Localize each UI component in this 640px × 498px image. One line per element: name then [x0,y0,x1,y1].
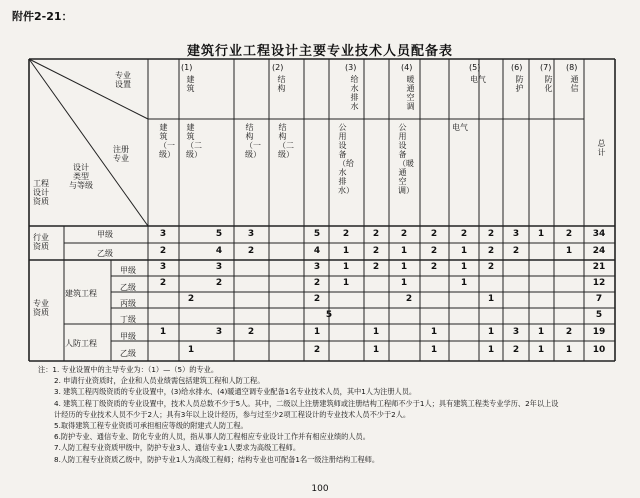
table-cell: 5 [215,228,223,239]
table-cell: 2 [512,245,520,256]
table-cell: 3 [215,262,223,272]
section-zhuanye: 专业 资质 [33,299,49,317]
note-line: 5.取得建筑工程专业资质可承担相应等级的附建式人防工程。 [54,421,248,431]
grade-jianzhu-yi: 乙级 [120,283,136,292]
table-cell: 24 [592,245,606,256]
table-cell: 2 [159,245,167,256]
table-cell: 4 [313,245,321,256]
table-cell: 1 [400,245,408,256]
group-num-1: (1) [181,63,193,72]
group-num-3: (3) [345,63,357,72]
table-cell: 7 [595,294,603,304]
note-line: 注：1. 专业设置中的主导专业为：（1）—（5）的专业。 [38,365,219,374]
table-cell: 1 [537,345,545,355]
table-cell: 1 [460,262,468,272]
table-cell: 1 [487,345,495,355]
table-cell: 2 [565,228,573,239]
table-cell: 2 [342,228,350,239]
table-title: 建筑行业工程设计主要专业技术人员配备表 [186,44,453,59]
sub-gongyong-nuantong: 公用设备（暖通空调） [398,123,414,195]
table-cell: 5 [313,228,321,239]
group-name-8: 通信 [570,75,579,93]
section-hangye: 行业 资质 [33,233,49,251]
group-num-7: (7) [540,63,552,72]
group-name-1: 建筑 [186,75,195,93]
table-cell: 2 [512,345,520,355]
sub-jiegou-2: 结构（二级） [278,123,294,159]
table-cell: 2 [487,262,495,272]
group-num-4: (4) [401,63,413,72]
page-number: 100 [311,484,329,494]
group-name-3: 给水排水 [350,75,359,111]
table-cell: 1 [537,228,545,239]
table-cell: 21 [592,262,606,272]
sub-jiegou-1: 结构（一级） [245,123,261,159]
table-cell: 1 [487,294,495,304]
table-cell: 4 [215,245,223,256]
note-line: 3. 建筑工程丙级资质的专业设置中，(3)给水排水、(4)暖通空调专业配备1名专业技术人员，其中1人为注册人员。 [54,387,417,397]
table-cell: 3 [159,262,167,272]
header-gongcheng-zizhi: 工程 设计 资质 [33,179,49,206]
table-cell: 3 [247,228,255,239]
table-cell: 1 [313,326,321,337]
table-cell: 2 [313,294,321,304]
table-cell: 2 [372,262,380,272]
header-zhuanye-shezhi: 专业 设置 [115,71,131,89]
group-num-2: (2) [272,63,284,72]
table-cell: 1 [342,262,350,272]
grade-jianzhu-ding: 丁级 [120,315,136,324]
grade-hangye-jia: 甲级 [97,230,113,239]
table-cell: 2 [187,294,195,304]
sub-jianzhu-1: 建筑（一级） [159,123,175,159]
note-line: 2. 申请行业资质时，企业和人员业绩需包括建筑工程和人防工程。 [54,376,265,386]
group-name-6: 防护 [515,75,524,93]
attachment-label: 附件2-21： [12,10,73,23]
table-cell: 1 [400,278,408,288]
sub-jianzhu-2: 建筑（二级） [186,123,202,159]
table-cell: 1 [565,345,573,355]
table-cell: 1 [430,345,438,355]
group-name-5: 电气 [470,75,486,84]
note-line: 4. 建筑工程丁级资质的专业设置中，技术人员总数不少于5人。其中，二级以上注册建筑师或注册结构工程师不少于1人；具有建筑工程类专业学历、2年以上设 [54,398,559,408]
table-cell: 1 [430,326,438,337]
header-zhuce-zhuanye: 注册 专业 [113,145,129,163]
table-cell: 2 [400,228,408,239]
header-sheji-leixing: 设计 类型 与等级 [69,163,93,190]
table-cell: 1 [372,326,380,337]
group-name-2: 结构 [277,75,286,93]
table-cell: 2 [159,278,167,288]
table-cell: 2 [430,245,438,256]
staff-table [29,59,615,361]
group-num-8: (8) [566,63,578,72]
table-cell: 2 [460,228,468,239]
table-cell: 5 [595,310,603,320]
table-cell: 2 [430,228,438,239]
table-cell: 2 [405,294,413,304]
table-cell: 2 [372,228,380,239]
group-name-4: 暖通空调 [406,75,415,111]
table-cell: 34 [592,228,606,239]
note-line: 计经历的专业技术人员不少于2人；具有3年以上设计经历，参与过至少2项工程设计的专业技术人员不少于2人。 [54,409,411,419]
section-jianzhu: 建筑工程 [65,289,97,298]
grade-renfang-yi: 乙级 [120,349,136,358]
section-renfang: 人防工程 [65,339,97,348]
note-line: 7.人防工程专业资质甲级中，防护专业3人、通信专业1人要求为高级工程师。 [54,443,301,453]
table-cell: 1 [342,278,350,288]
grade-renfang-jia: 甲级 [120,332,136,341]
table-cell: 1 [565,245,573,256]
table-cell: 2 [372,245,380,256]
table-cell: 1 [342,245,350,256]
table-cell: 1 [159,326,167,337]
table-cell: 2 [487,228,495,239]
table-cell: 2 [313,278,321,288]
grade-hangye-yi: 乙级 [97,249,113,258]
table-cell: 12 [592,278,606,288]
table-cell: 3 [313,262,321,272]
table-cell: 10 [592,345,606,355]
table-cell: 3 [159,228,167,239]
table-cell: 2 [247,326,255,337]
table-cell: 1 [537,326,545,337]
table-cell: 2 [430,262,438,272]
sub-gongyong-geishui: 公用设备（给水排水） [338,123,354,195]
table-cell: 1 [460,278,468,288]
table-cell: 3 [215,326,223,337]
table-cell: 2 [565,326,573,337]
table-cell: 1 [487,326,495,337]
sub-dianqi: 电气 [452,123,468,132]
table-cell: 5 [325,310,333,320]
table-cell: 2 [247,245,255,256]
table-cell: 3 [512,228,520,239]
group-num-5: (5) [469,63,481,72]
note-line: 8.人防工程专业资质乙级中，防护专业1人为高级工程师；结构专业也可配备1名一级注册结构工程师。 [54,454,380,464]
group-num-6: (6) [511,63,523,72]
notes [38,364,558,465]
group-name-7: 防化 [544,75,553,93]
table-cell: 2 [487,245,495,256]
table-cell: 1 [400,262,408,272]
grade-jianzhu-bing: 丙级 [120,299,136,308]
table-cell: 19 [592,326,606,337]
table-cell: 2 [313,345,321,355]
table-cell: 1 [460,245,468,256]
table-cell: 1 [372,345,380,355]
grade-jianzhu-jia: 甲级 [120,266,136,275]
table-cell: 3 [512,326,520,337]
note-line: 6.防护专业、通信专业、防化专业的人员，指从事人防工程相应专业设计工作并有相应业绩的人员。 [54,432,370,442]
header-total: 总计 [597,139,606,157]
table-cell: 2 [215,278,223,288]
table-cell: 1 [187,345,195,355]
